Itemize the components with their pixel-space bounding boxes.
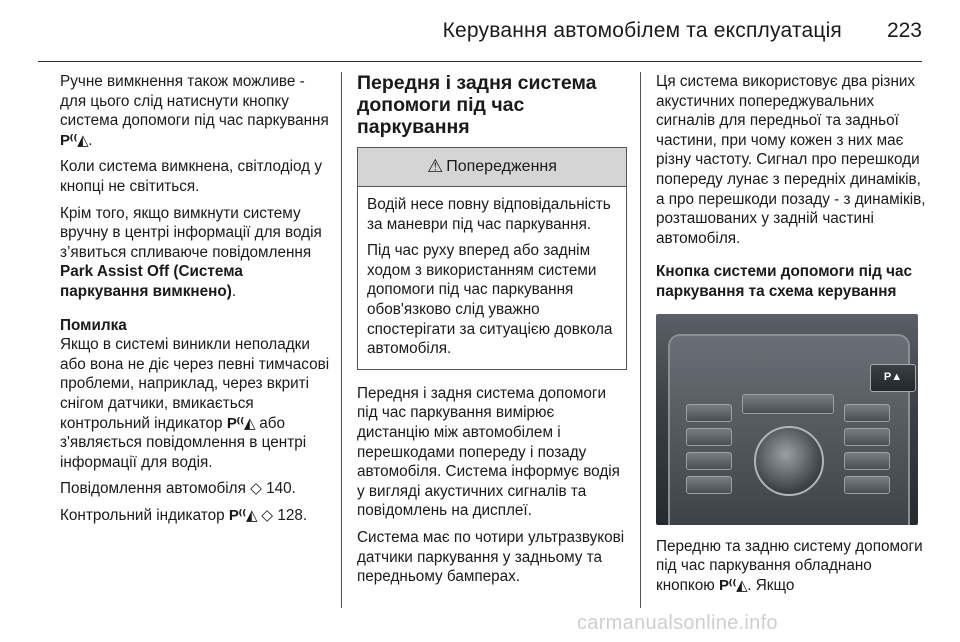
paragraph: Ручне вимкнення також можливе - для цього слід натиснути кнопку система допомоги під час паркування P⁽⁽◭. [60,73,329,149]
paragraph: Крім того, якщо вимкнути систему вручну в центрі інформації для водія з’явиться спливаюче повідомлення Park Assist Off (Система паркування вимкнено). [60,204,322,300]
warning-label: Попередження [446,158,557,176]
warning-header [358,148,626,187]
paragraph: Передню та задню систему допомоги під час паркування обладнано кнопкою P⁽⁽◭. Якщо [656,537,923,594]
console-knob [754,426,824,496]
paragraph: Система має по чотири ультразвукові датчики паркування у задньому та передньому бамперах. [357,528,625,586]
section-title: Передня і задня система допомоги під час паркування [357,72,597,138]
paragraph: Водій несе повну відповідальність за маневри під час паркування. [367,196,611,233]
warning-box [357,147,627,370]
page-reference[interactable]: 140. [266,480,296,498]
paragraph: Повідомлення автомобіля ◇ 140. [60,480,296,498]
subheading-button: Кнопка системи допомоги під час паркування та схема керування [656,263,913,300]
console-button [686,452,732,470]
column-divider-2 [640,72,641,608]
subheading-error: Помилка [60,316,127,334]
reference-arrow-icon: ◇ [250,480,262,498]
page-number: 223 [886,19,922,42]
park-assist-button-image: P▲ [870,364,916,392]
header-divider [38,61,922,62]
watermark: carmanualsonline.info [577,612,778,634]
paragraph: Коли система вимкнена, світлодіод у кнопці не світиться. [60,158,322,195]
column-3 [656,72,926,602]
column-2 [357,72,627,594]
console-button [686,428,732,446]
paragraph: Передня і задня система допомоги під час паркування вимірює дистанцію між автомобілем і перешкодами попереду і позаду автомобіля. Система інформує водія у вигляді акустичних сигналів та повідомлень на дисплеї. [357,384,620,520]
column-divider-1 [341,72,342,608]
paragraph: Ця система використовує два різних акустичних попереджувальних сигналів для передньої та задньої частини, при чому кожен з них має різну частоту. Сигнал про перешкоди попереду лунає з передніх динаміків, а про перешкоди позаду - з динаміків, розташованих у задній частині автомобіля. [656,73,926,247]
page-header [0,0,960,62]
console-button [686,404,732,422]
console-button [686,476,732,494]
console-button [844,452,890,470]
console-button [844,476,890,494]
paragraph: Під час руху вперед або заднім ходом з використанням системи допомоги під час паркування обов'язково слід уважно спостерігати за ситуацією довкола автомобіля. [367,242,613,358]
column-1 [60,72,332,532]
park-assist-icon: P⁽⁽◭ [226,414,255,432]
warning-icon: ⚠ [427,156,444,177]
warning-body [358,187,626,369]
reference-arrow-icon: ◇ [261,506,274,524]
console-button [742,394,834,414]
park-assist-icon: P⁽⁽◭ [719,576,748,594]
paragraph: Якщо в системі виникли неполадки або вона не діє через певні тимчасові проблеми, наприклад, через вкриті снігом датчики, вмикається контрольний індикатор P⁽⁽◭ або з'являється повідомлення в центрі інформації для водія. [60,336,330,471]
control-panel-photo [656,314,918,525]
console-button [844,404,890,422]
message-text: Park Assist Off (Система паркування вимкнено) [60,263,243,300]
park-assist-icon: P⁽⁽◭ [60,131,89,149]
park-assist-icon: P⁽⁽◭ [228,506,258,524]
paragraph: Контрольний індикатор P⁽⁽◭ ◇ 128. [60,506,308,524]
page-reference[interactable]: 128. [277,506,308,524]
page-title: Керування автомобілем та експлуатація [442,19,842,42]
console-button [844,428,890,446]
